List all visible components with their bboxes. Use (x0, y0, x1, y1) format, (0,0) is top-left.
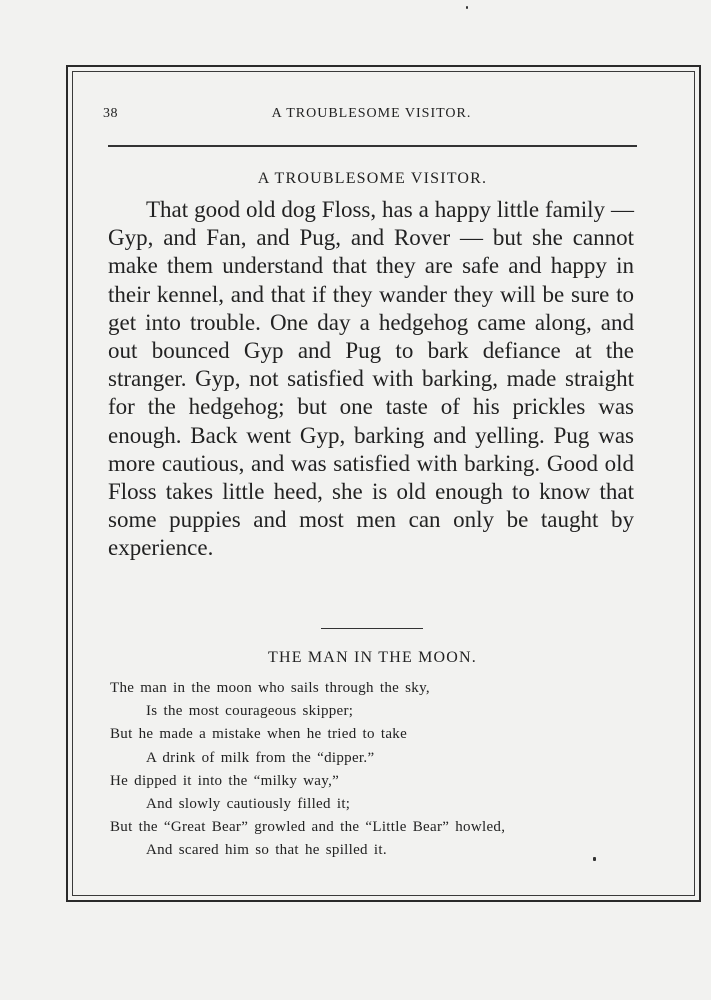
poem-line: And scared him so that he spilled it. (146, 842, 387, 859)
poem-line: But he made a mistake when he tried to take (110, 726, 408, 743)
header-rule (108, 145, 637, 147)
poem-line: Is the most courageous skipper; (146, 703, 354, 720)
ink-speck (593, 857, 596, 861)
running-head (103, 106, 640, 126)
ink-speck (466, 6, 468, 9)
poem-line: And slowly cautiously filled it; (146, 796, 351, 813)
poem (110, 677, 640, 863)
story-title: A TROUBLESOME VISITOR. (257, 170, 488, 187)
poem-line: He dipped it into the “milky way,” (110, 772, 340, 789)
poem-line: But the “Great Bear” growled and the “Little Bear” howled, (110, 819, 506, 836)
poem-line: A drink of milk from the “dipper.” (146, 749, 375, 766)
page-number: 38 (103, 106, 118, 121)
poem-line: The man in the moon who sails through the sky, (110, 680, 430, 696)
poem-title: THE MAN IN THE MOON. (267, 649, 478, 666)
story-paragraph: That good old dog Floss, has a happy little family — Gyp, and Fan, and Pug, and Rover — but she cannot make them understand that they are safe and happy in their kennel, and that if they wander they will be sure to get into trouble. One day a hedgehog came along, and out bounced Gyp and Pug to bark defiance at the stranger. Gyp, not satisfied with barking, made straight for the hedgehog; but one taste of his prickles was enough. Back went Gyp, barking and yelling. Pug was more cautious, and was satisfied with barking. Good old Floss takes little heed, she is old enough to know that some puppies and most men can only be taught by experience. (108, 197, 634, 561)
running-title: A TROUBLESOME VISITOR. (271, 106, 472, 121)
section-divider (321, 628, 423, 629)
story-body (108, 196, 634, 563)
